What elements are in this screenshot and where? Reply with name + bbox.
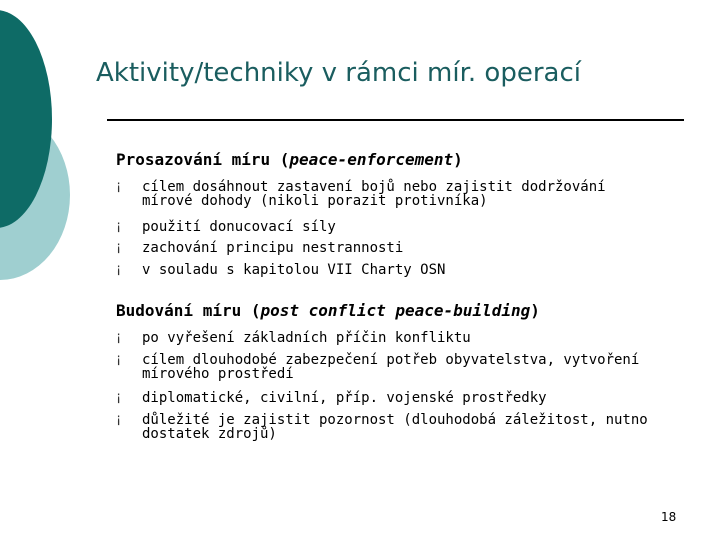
title-underline [107, 119, 684, 121]
list-item [142, 220, 336, 234]
list-item-line: důležité je zajistit pozornost (dlouhodobá záležitost, nutno [142, 412, 648, 428]
page-number: 18 [661, 510, 677, 524]
list-item [142, 180, 606, 208]
bullet-icon: ¡ [116, 219, 122, 234]
bullet-icon: ¡ [116, 262, 122, 277]
list-item-line: diplomatické, civilní, příp. vojenské prostředky [142, 390, 547, 406]
bullet-icon: ¡ [116, 390, 122, 405]
section-heading-peace-enforcement [116, 150, 463, 169]
list-item-line: cílem dosáhnout zastavení bojů nebo zajistit dodržování [142, 179, 606, 195]
heading-end-text: ) [530, 301, 540, 320]
list-item [142, 413, 648, 441]
bullet-icon: ¡ [116, 352, 122, 367]
bullet-icon: ¡ [116, 179, 122, 194]
section-heading-peace-building [116, 301, 540, 320]
heading-end-text: ) [453, 150, 463, 169]
slide-title: Aktivity/techniky v rámci mír. operací [96, 58, 581, 88]
list-item-line: po vyřešení základních příčin konfliktu [142, 330, 471, 346]
heading-italic-text: post conflict peace-building [260, 301, 531, 320]
bullet-icon: ¡ [116, 412, 122, 427]
list-item [142, 353, 639, 381]
list-item-line: použití donucovací síly [142, 219, 336, 235]
list-item-line: mírového prostředí [142, 366, 294, 382]
bullet-icon: ¡ [116, 330, 122, 345]
list-item-line: zachování principu nestrannosti [142, 240, 404, 256]
heading-text: Budování míru ( [116, 301, 261, 320]
list-item-line: v souladu s kapitolou VII Charty OSN [142, 262, 446, 278]
list-item [142, 241, 403, 255]
list-item [142, 263, 445, 277]
bullet-icon: ¡ [116, 240, 122, 255]
list-item-line: mírové dohody (nikoli porazit protivníka) [142, 193, 488, 209]
decorative-circles [0, 0, 120, 300]
list-item-line: dostatek zdrojů) [142, 426, 277, 442]
list-item-line: cílem dlouhodobé zabezpečení potřeb obyvatelstva, vytvoření [142, 352, 640, 368]
list-item [142, 391, 547, 405]
heading-italic-text: peace-enforcement [289, 150, 454, 169]
list-item [142, 331, 471, 345]
heading-text: Prosazování míru ( [116, 150, 290, 169]
